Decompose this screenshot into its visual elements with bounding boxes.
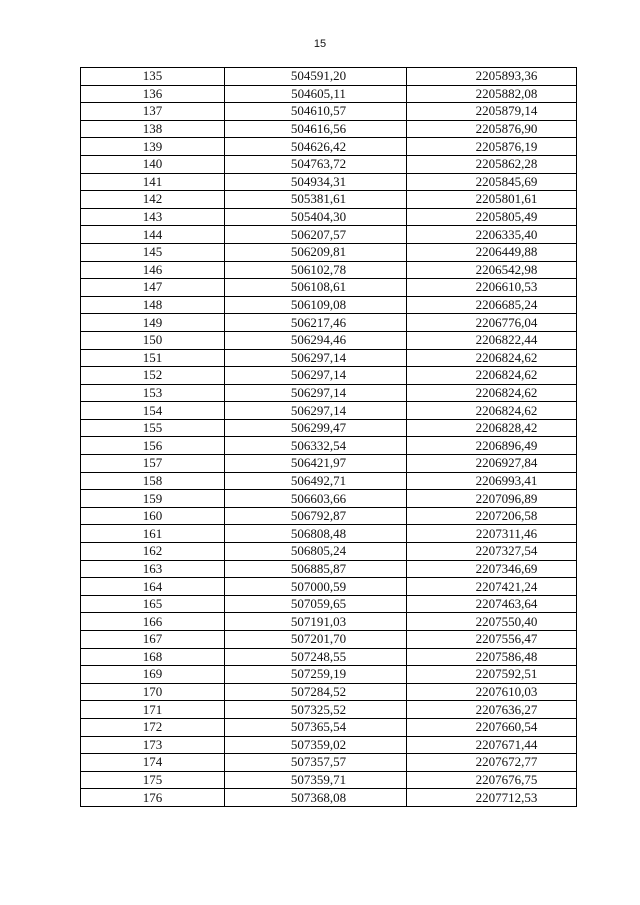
- point-number-cell: 154: [81, 402, 225, 420]
- table-row: [81, 455, 577, 473]
- table-row: [81, 367, 577, 385]
- point-number-cell: 140: [81, 155, 225, 173]
- y-coordinate-cell: 2207206,58: [407, 507, 577, 525]
- x-coordinate-cell: 507191,03: [225, 613, 407, 631]
- table-row: [81, 120, 577, 138]
- point-number-cell: 152: [81, 367, 225, 385]
- table-row: [81, 718, 577, 736]
- point-number-cell: 176: [81, 789, 225, 807]
- point-number-cell: 166: [81, 613, 225, 631]
- y-coordinate-cell: 2207346,69: [407, 560, 577, 578]
- x-coordinate-cell: 506805,24: [225, 543, 407, 561]
- table-row: [81, 754, 577, 772]
- x-coordinate-cell: 504934,31: [225, 173, 407, 191]
- y-coordinate-cell: 2207592,51: [407, 666, 577, 684]
- x-coordinate-cell: 507284,52: [225, 683, 407, 701]
- point-number-cell: 162: [81, 543, 225, 561]
- x-coordinate-cell: 506294,46: [225, 331, 407, 349]
- table-row: [81, 173, 577, 191]
- x-coordinate-cell: 507359,02: [225, 736, 407, 754]
- x-coordinate-cell: 507248,55: [225, 648, 407, 666]
- table-row: [81, 331, 577, 349]
- point-number-cell: 139: [81, 138, 225, 156]
- y-coordinate-cell: 2206824,62: [407, 349, 577, 367]
- point-number-cell: 164: [81, 578, 225, 596]
- point-number-cell: 163: [81, 560, 225, 578]
- x-coordinate-cell: 504626,42: [225, 138, 407, 156]
- point-number-cell: 165: [81, 595, 225, 613]
- y-coordinate-cell: 2205876,19: [407, 138, 577, 156]
- y-coordinate-cell: 2207610,03: [407, 683, 577, 701]
- y-coordinate-cell: 2207712,53: [407, 789, 577, 807]
- y-coordinate-cell: 2206824,62: [407, 367, 577, 385]
- table-row: [81, 138, 577, 156]
- point-number-cell: 157: [81, 455, 225, 473]
- x-coordinate-cell: 507201,70: [225, 631, 407, 649]
- y-coordinate-cell: 2207550,40: [407, 613, 577, 631]
- point-number-cell: 155: [81, 419, 225, 437]
- y-coordinate-cell: 2205893,36: [407, 68, 577, 86]
- point-number-cell: 156: [81, 437, 225, 455]
- point-number-cell: 167: [81, 631, 225, 649]
- x-coordinate-cell: 505381,61: [225, 191, 407, 209]
- point-number-cell: 153: [81, 384, 225, 402]
- point-number-cell: 161: [81, 525, 225, 543]
- y-coordinate-cell: 2205882,08: [407, 85, 577, 103]
- point-number-cell: 138: [81, 120, 225, 138]
- page-number: 15: [313, 38, 327, 50]
- table-row: [81, 771, 577, 789]
- point-number-cell: 148: [81, 296, 225, 314]
- x-coordinate-cell: 507059,65: [225, 595, 407, 613]
- y-coordinate-cell: 2206610,53: [407, 279, 577, 297]
- y-coordinate-cell: 2205876,90: [407, 120, 577, 138]
- table-row: [81, 349, 577, 367]
- table-row: [81, 384, 577, 402]
- point-number-cell: 159: [81, 490, 225, 508]
- y-coordinate-cell: 2205845,69: [407, 173, 577, 191]
- coordinates-table: [80, 67, 577, 807]
- point-number-cell: 144: [81, 226, 225, 244]
- x-coordinate-cell: 505404,30: [225, 208, 407, 226]
- x-coordinate-cell: 506885,87: [225, 560, 407, 578]
- table-row: [81, 490, 577, 508]
- table-row: [81, 155, 577, 173]
- y-coordinate-cell: 2207311,46: [407, 525, 577, 543]
- point-number-cell: 146: [81, 261, 225, 279]
- point-number-cell: 172: [81, 718, 225, 736]
- x-coordinate-cell: 506297,14: [225, 402, 407, 420]
- y-coordinate-cell: 2207421,24: [407, 578, 577, 596]
- y-coordinate-cell: 2206896,49: [407, 437, 577, 455]
- x-coordinate-cell: 506102,78: [225, 261, 407, 279]
- x-coordinate-cell: 506108,61: [225, 279, 407, 297]
- point-number-cell: 136: [81, 85, 225, 103]
- table-row: [81, 191, 577, 209]
- point-number-cell: 149: [81, 314, 225, 332]
- table-row: [81, 279, 577, 297]
- y-coordinate-cell: 2207671,44: [407, 736, 577, 754]
- y-coordinate-cell: 2207586,48: [407, 648, 577, 666]
- point-number-cell: 174: [81, 754, 225, 772]
- y-coordinate-cell: 2207636,27: [407, 701, 577, 719]
- x-coordinate-cell: 506299,47: [225, 419, 407, 437]
- y-coordinate-cell: 2206824,62: [407, 384, 577, 402]
- x-coordinate-cell: 506109,08: [225, 296, 407, 314]
- table-row: [81, 789, 577, 807]
- x-coordinate-cell: 506421,97: [225, 455, 407, 473]
- table-row: [81, 226, 577, 244]
- x-coordinate-cell: 506207,57: [225, 226, 407, 244]
- table-row: [81, 314, 577, 332]
- x-coordinate-cell: 507259,19: [225, 666, 407, 684]
- y-coordinate-cell: 2206335,40: [407, 226, 577, 244]
- y-coordinate-cell: 2205862,28: [407, 155, 577, 173]
- x-coordinate-cell: 507368,08: [225, 789, 407, 807]
- y-coordinate-cell: 2206449,88: [407, 243, 577, 261]
- point-number-cell: 141: [81, 173, 225, 191]
- point-number-cell: 137: [81, 103, 225, 121]
- table-row: [81, 736, 577, 754]
- table-row: [81, 560, 577, 578]
- table-row: [81, 701, 577, 719]
- table-row: [81, 525, 577, 543]
- table-row: [81, 243, 577, 261]
- x-coordinate-cell: 506297,14: [225, 349, 407, 367]
- y-coordinate-cell: 2205801,61: [407, 191, 577, 209]
- table-row: [81, 578, 577, 596]
- y-coordinate-cell: 2207096,89: [407, 490, 577, 508]
- y-coordinate-cell: 2206542,98: [407, 261, 577, 279]
- x-coordinate-cell: 504605,11: [225, 85, 407, 103]
- x-coordinate-cell: 506808,48: [225, 525, 407, 543]
- x-coordinate-cell: 506792,87: [225, 507, 407, 525]
- point-number-cell: 171: [81, 701, 225, 719]
- y-coordinate-cell: 2207672,77: [407, 754, 577, 772]
- table-row: [81, 261, 577, 279]
- table-row: [81, 68, 577, 86]
- y-coordinate-cell: 2207660,54: [407, 718, 577, 736]
- y-coordinate-cell: 2207463,64: [407, 595, 577, 613]
- x-coordinate-cell: 506603,66: [225, 490, 407, 508]
- x-coordinate-cell: 507365,54: [225, 718, 407, 736]
- table-row: [81, 419, 577, 437]
- y-coordinate-cell: 2206822,44: [407, 331, 577, 349]
- x-coordinate-cell: 506332,54: [225, 437, 407, 455]
- x-coordinate-cell: 507357,57: [225, 754, 407, 772]
- table-row: [81, 631, 577, 649]
- table-row: [81, 595, 577, 613]
- table-row: [81, 683, 577, 701]
- y-coordinate-cell: 2207676,75: [407, 771, 577, 789]
- coordinates-table-body: [81, 68, 577, 807]
- y-coordinate-cell: 2206927,84: [407, 455, 577, 473]
- x-coordinate-cell: 506297,14: [225, 367, 407, 385]
- table-row: [81, 648, 577, 666]
- x-coordinate-cell: 504591,20: [225, 68, 407, 86]
- x-coordinate-cell: 507359,71: [225, 771, 407, 789]
- point-number-cell: 142: [81, 191, 225, 209]
- y-coordinate-cell: 2205879,14: [407, 103, 577, 121]
- x-coordinate-cell: 504616,56: [225, 120, 407, 138]
- table-row: [81, 543, 577, 561]
- x-coordinate-cell: 504763,72: [225, 155, 407, 173]
- point-number-cell: 169: [81, 666, 225, 684]
- point-number-cell: 145: [81, 243, 225, 261]
- point-number-cell: 158: [81, 472, 225, 490]
- point-number-cell: 160: [81, 507, 225, 525]
- point-number-cell: 175: [81, 771, 225, 789]
- table-row: [81, 402, 577, 420]
- table-row: [81, 472, 577, 490]
- table-row: [81, 296, 577, 314]
- x-coordinate-cell: 504610,57: [225, 103, 407, 121]
- table-row: [81, 103, 577, 121]
- point-number-cell: 173: [81, 736, 225, 754]
- x-coordinate-cell: 506217,46: [225, 314, 407, 332]
- x-coordinate-cell: 506492,71: [225, 472, 407, 490]
- point-number-cell: 168: [81, 648, 225, 666]
- table-row: [81, 208, 577, 226]
- y-coordinate-cell: 2206993,41: [407, 472, 577, 490]
- y-coordinate-cell: 2206824,62: [407, 402, 577, 420]
- y-coordinate-cell: 2207556,47: [407, 631, 577, 649]
- point-number-cell: 147: [81, 279, 225, 297]
- table-row: [81, 507, 577, 525]
- y-coordinate-cell: 2206828,42: [407, 419, 577, 437]
- point-number-cell: 150: [81, 331, 225, 349]
- x-coordinate-cell: 507325,52: [225, 701, 407, 719]
- point-number-cell: 151: [81, 349, 225, 367]
- y-coordinate-cell: 2205805,49: [407, 208, 577, 226]
- x-coordinate-cell: 506209,81: [225, 243, 407, 261]
- x-coordinate-cell: 506297,14: [225, 384, 407, 402]
- x-coordinate-cell: 507000,59: [225, 578, 407, 596]
- y-coordinate-cell: 2206685,24: [407, 296, 577, 314]
- point-number-cell: 135: [81, 68, 225, 86]
- table-row: [81, 613, 577, 631]
- table-row: [81, 437, 577, 455]
- y-coordinate-cell: 2207327,54: [407, 543, 577, 561]
- y-coordinate-cell: 2206776,04: [407, 314, 577, 332]
- table-row: [81, 85, 577, 103]
- point-number-cell: 143: [81, 208, 225, 226]
- point-number-cell: 170: [81, 683, 225, 701]
- table-row: [81, 666, 577, 684]
